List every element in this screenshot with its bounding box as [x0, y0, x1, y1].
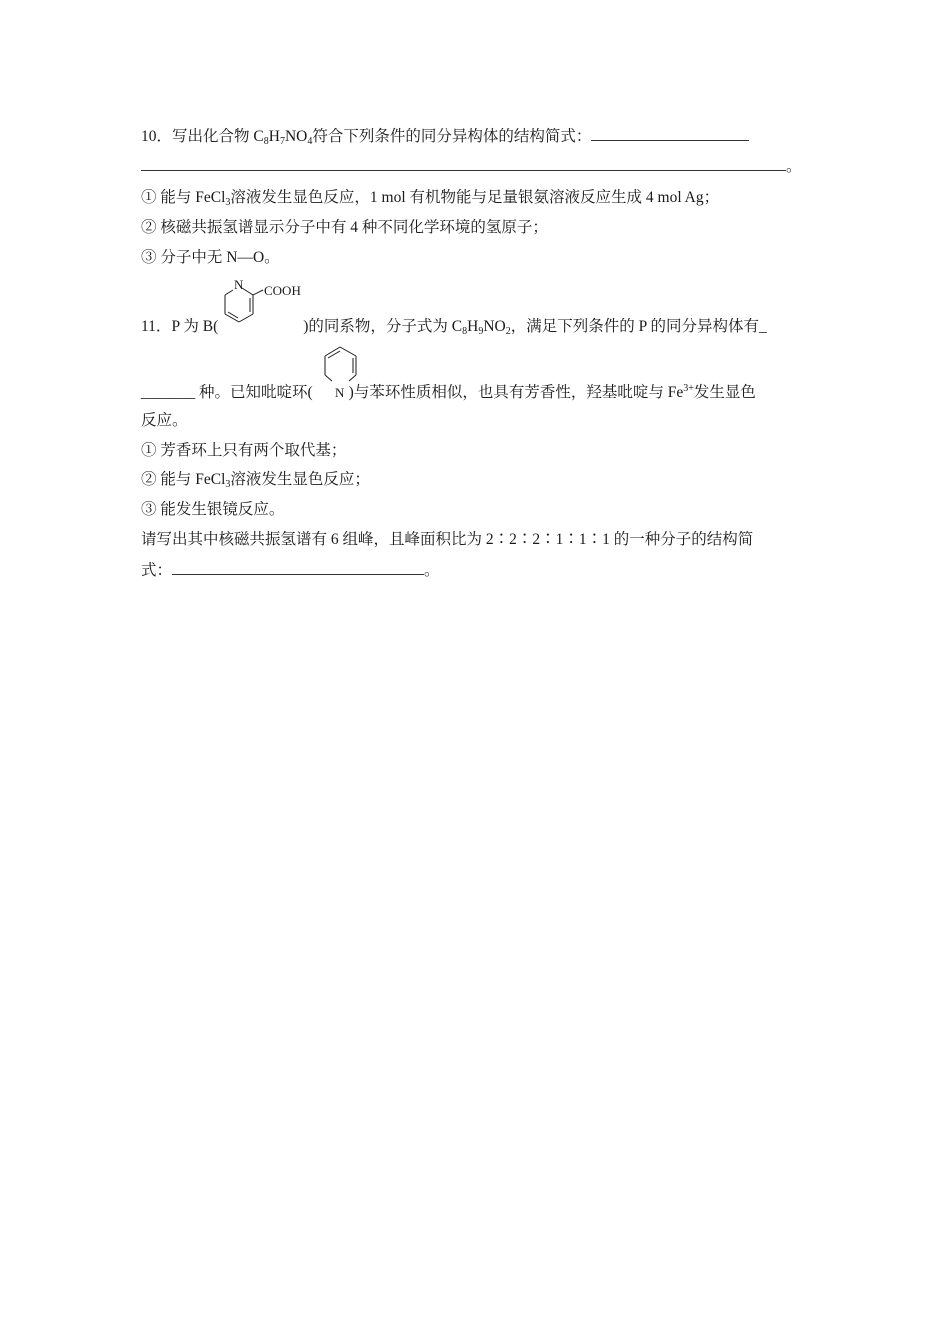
q11-formula-sub-c: 8 — [462, 326, 468, 337]
q10-cond1-text-a: ① 能与 FeCl — [141, 189, 226, 206]
q11-formula-sub-h: 9 — [478, 326, 484, 337]
q10-formula-sub-h: 7 — [279, 136, 285, 147]
q10-number: 10． — [141, 128, 173, 145]
q11-blank-underscores: _______ — [141, 384, 196, 401]
q10-condition-3 — [141, 248, 280, 268]
q11-line-3 — [141, 411, 188, 431]
q10-condition-2 — [141, 218, 548, 238]
q10-end-mark: 。 — [786, 158, 802, 175]
q11-line2-a: 种。已知吡啶环( — [199, 384, 313, 401]
q11-ask-end: 。 — [424, 562, 440, 579]
q10-cond1-text-b: 溶液发生显色反应，1 mol 有机物能与足量银氨溶液反应生成 4 mol Ag； — [230, 189, 720, 206]
q11-ask-line-2 — [141, 560, 440, 581]
q11-formula-no: NO — [483, 318, 506, 335]
q10-stem-before: 写出化合物 C — [172, 128, 264, 145]
q10-formula-sub-o: 4 — [307, 136, 313, 147]
mol-b-cooh-label: COOH — [264, 283, 301, 298]
q11-ask-line-1 — [141, 530, 753, 550]
q11-fe-charge: 3+ — [683, 383, 694, 394]
q11-line2-c: 发生显色 — [693, 384, 756, 401]
mol-b-n-label: N — [234, 277, 244, 292]
q10-cond1-sub: 3 — [225, 197, 231, 208]
q11-cond1-text: ① 芳香环上只有两个取代基； — [141, 442, 347, 459]
q11-condition-3 — [141, 500, 284, 520]
q11-formula-sub-o: 2 — [505, 326, 511, 337]
q11-number: 11． — [141, 318, 172, 335]
q11-stem-after-b-a: )的同系物，分子式为 C — [303, 318, 463, 335]
q11-condition-2 — [141, 470, 370, 490]
q11-formula-h: H — [467, 318, 479, 335]
q10-formula-sub-c: 8 — [263, 136, 269, 147]
q11-answer-blank[interactable] — [172, 560, 424, 575]
pyridine-n-label: N — [335, 385, 345, 400]
q11-ask-text-b: 式： — [141, 562, 173, 579]
q10-formula-no: NO — [284, 128, 308, 145]
q10-answer-blank-2[interactable] — [141, 156, 786, 171]
q10-answer-line — [141, 156, 802, 177]
q10-stem-after: 符合下列条件的同分异构体的结构简式： — [312, 128, 592, 145]
q11-line3-text: 反应。 — [141, 412, 188, 429]
q10-answer-blank-1[interactable] — [591, 126, 749, 141]
pyridine-ring — [325, 347, 356, 381]
q11-cond2-text-b: 溶液发生显色反应； — [230, 471, 370, 488]
q11-cond2-sub: 3 — [225, 479, 231, 490]
q11-ask-text-a: 请写出其中核磁共振氢谱有 6 组峰，且峰面积比为 2∶2∶2∶1∶1∶1 的一种分子的结构简 — [141, 531, 754, 548]
q10-formula-h: H — [268, 128, 280, 145]
q11-count-blank[interactable] — [141, 383, 199, 401]
q11-stem-after-b-b: ，满足下列条件的 P 的同分异构体有_ — [510, 318, 767, 335]
q11-cond2-text-a: ② 能与 FeCl — [141, 471, 226, 488]
q10-stem-line — [141, 126, 749, 147]
q11-stem-line — [141, 317, 767, 337]
q11-line2-b: )与苯环性质相似，也具有芳香性，羟基吡啶与 Fe — [348, 384, 684, 401]
q11-cond3-text: ③ 能发生银镜反应。 — [141, 501, 285, 518]
q11-condition-1 — [141, 441, 346, 461]
q10-condition-1 — [141, 188, 719, 208]
q10-cond2-text: ② 核磁共振氢谱显示分子中有 4 种不同化学环境的氢原子； — [141, 219, 548, 236]
q10-cond3-text: ③ 分子中无 N—O。 — [141, 249, 280, 266]
q11-line-2 — [141, 383, 756, 403]
q11-p-is-b: P 为 B( — [171, 318, 219, 335]
